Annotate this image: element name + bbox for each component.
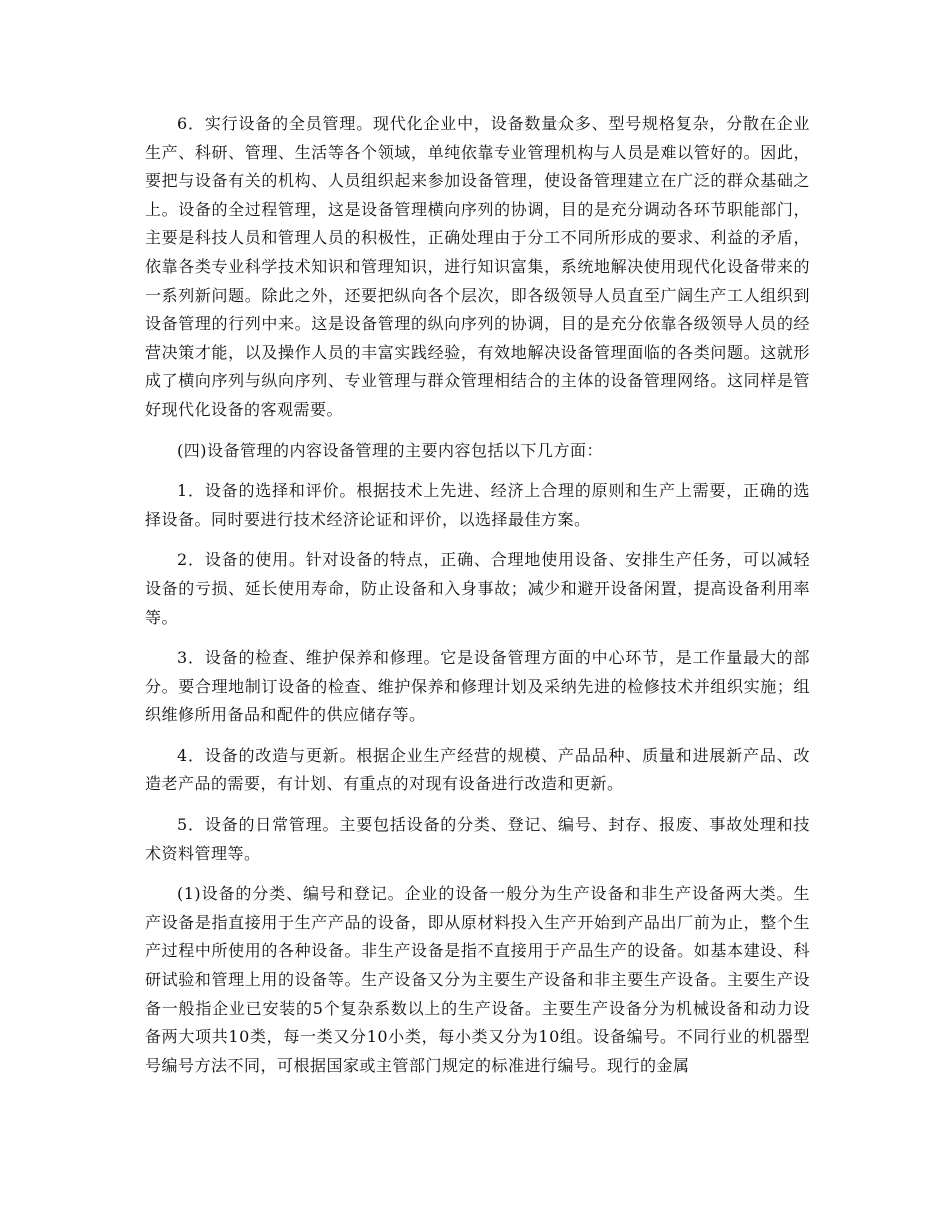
paragraph-renovation-update: 4．设备的改造与更新。根据企业生产经营的规模、产品品种、质量和进展新产品、改造老产品的需要，有计划、有重点的对现有设备进行改造和更新。: [145, 745, 810, 794]
paragraph-classification-numbering: (1)设备的分类、编号和登记。企业的设备一般分为生产设备和非生产设备两大类。生产设备是指直接用于生产产品的设备，即从原材料投入生产开始到产品出厂前为止，整个生产过程中所使用的各种设备。非生产设备是指不直接用于产品生产的设备。如基本建设、科研试验和管理上用的设备等。生产设备又分为主要生产设备和非主要生产设备。主要生产设备一般指企业已安装的5个复杂系数以上的生产设备。主要生产设备分为机械设备和动力设备两大项共10类，每一类又分10小类，每小类又分为10组。设备编号。不同行业的机器型号编号方法不同，可根据国家或主管部门规定的标准进行编号。现行的金属: [145, 884, 810, 1075]
paragraph-full-staff-management: 6．实行设备的全员管理。现代化企业中，设备数量众多、型号规格复杂，分散在企业生产、科研、管理、生活等各个领域，单纯依靠专业管理机构与人员是难以管好的。因此，要把与设备有关的机构、人员组织起来参加设备管理，使设备管理建立在广泛的群众基础之上。设备的全过程管理，这是设备管理横向序列的协调，目的是充分调动各环节职能部门，主要是科技人员和管理人员的积极性，正确处理由于分工不同所形成的要求、利益的矛盾，依靠各类专业科学技术知识和管理知识，进行知识富集，系统地解决使用现代化设备带来的一系列新问题。除此之外，还要把纵向各个层次，即各级领导人员直至广阔生产工人组织到设备管理的行列中来。这是设备管理的纵向序列的协调，目的是充分依靠各级领导人员的经营决策才能，以及操作人员的丰富实践经验，有效地解决设备管理面临的各类问题。这就形成了横向序列与纵向序列、专业管理与群众管理相结合的主体的设备管理网络。这同样是管好现代化设备的客观需要。: [145, 114, 810, 419]
paragraph-daily-management: 5．设备的日常管理。主要包括设备的分类、登记、编号、封存、报废、事故处理和技术资料管理等。: [145, 815, 810, 863]
paragraph-selection-evaluation: 1．设备的选择和评价。根据技术上先进、经济上合理的原则和生产上需要，正确的选择设备。同时要进行技术经济论证和评价，以选择最佳方案。: [145, 481, 810, 529]
document-page: [145, 110, 810, 1092]
paragraph-equipment-usage: 2．设备的使用。针对设备的特点，正确、合理地使用设备、安排生产任务，可以减轻设备的亏损、延长使用寿命，防止设备和入身事故；减少和避开设备闲置，提高设备利用率等。: [145, 550, 810, 627]
paragraph-inspection-maintenance: 3．设备的检查、维护保养和修理。它是设备管理方面的中心环节，是工作量最大的部分。要合理地制订设备的检查、维护保养和修理计划及采纳先进的检修技术并组织实施；组织维修所用备品和配件的供应储存等。: [145, 648, 810, 725]
paragraph-section-heading-content: (四)设备管理的内容设备管理的主要内容包括以下几方面：: [177, 440, 603, 460]
